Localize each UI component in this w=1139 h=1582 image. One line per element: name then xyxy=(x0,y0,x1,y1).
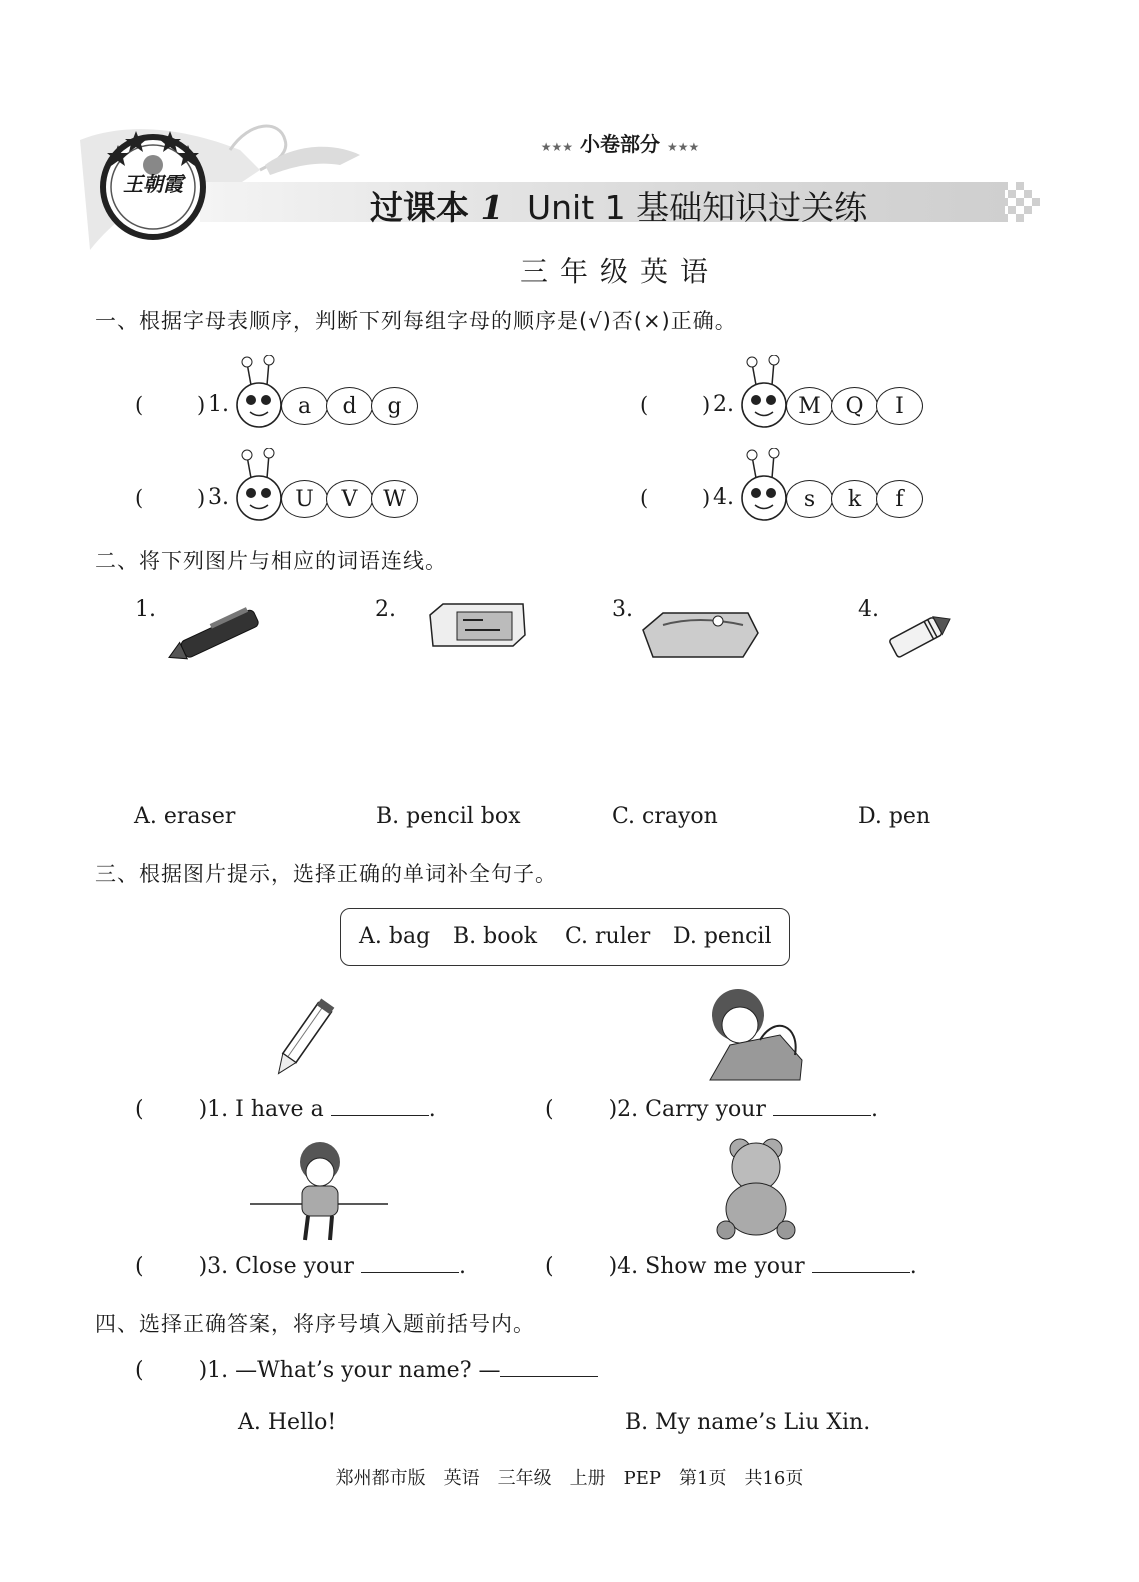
logo-text: 王朝霞 xyxy=(123,172,183,196)
word-option: C. crayon xyxy=(612,804,718,829)
pencil-icon xyxy=(262,995,342,1085)
word-bank-option: C. ruler xyxy=(565,924,651,949)
letter-oval: s xyxy=(786,480,833,518)
letter-group xyxy=(790,480,923,518)
part4-option-a: A. Hello! xyxy=(238,1410,337,1435)
eraser-icon xyxy=(425,600,530,650)
letter-oval: k xyxy=(831,480,878,518)
caterpillar-head-icon xyxy=(740,448,790,528)
answer-paren-open[interactable]: ( xyxy=(640,393,649,417)
picture-number: 1. xyxy=(135,597,156,622)
fill-blank[interactable] xyxy=(361,1254,459,1273)
letter-group xyxy=(790,387,923,425)
letter-group xyxy=(285,480,418,518)
fill-blank[interactable] xyxy=(500,1358,598,1377)
letter-oval: g xyxy=(371,387,418,425)
answer-paren-open[interactable]: ( xyxy=(135,1358,144,1383)
answer-paren-close: ) xyxy=(197,393,206,417)
part1-heading: 一、根据字母表顺序，判断下列每组字母的顺序是(√)否(×)正确。 xyxy=(95,309,737,333)
subtitle: 三年级英语 xyxy=(519,255,720,288)
letter-group xyxy=(285,387,418,425)
answer-paren-open[interactable]: ( xyxy=(135,1097,144,1122)
answer-paren-open[interactable]: ( xyxy=(135,486,144,510)
item-number: 1. xyxy=(208,392,229,417)
item-number: 2. xyxy=(713,392,734,417)
caterpillar-head-icon xyxy=(740,355,790,435)
letter-oval: a xyxy=(281,387,328,425)
page-title: 过课本 1 Unit 1 基础知识过关练 xyxy=(370,188,868,227)
caterpillar-head-icon xyxy=(235,448,285,528)
crayon-icon xyxy=(880,605,960,665)
part4-option-b: B. My name’s Liu Xin. xyxy=(625,1410,871,1435)
caterpillar-head-icon xyxy=(235,355,285,435)
item-number: 3. xyxy=(208,485,229,510)
boy-with-book-icon xyxy=(250,1140,390,1250)
word-bank-option: A. bag xyxy=(359,924,431,949)
fill-blank[interactable] xyxy=(331,1097,429,1116)
word-bank xyxy=(340,908,790,966)
header xyxy=(0,0,1139,300)
part4-question-1: ( )1. —What’s your name? — xyxy=(135,1358,598,1383)
part2-heading: 二、将下列图片与相应的词语连线。 xyxy=(95,549,447,573)
word-option: D. pen xyxy=(858,804,931,829)
answer-paren-close: ) xyxy=(702,486,711,510)
letter-oval: V xyxy=(326,480,373,518)
part3-question-4: ( )4. Show me your . xyxy=(545,1254,917,1279)
part4-heading: 四、选择正确答案，将序号填入题前括号内。 xyxy=(95,1312,535,1336)
picture-number: 3. xyxy=(612,597,633,622)
fill-blank[interactable] xyxy=(773,1097,871,1116)
answer-paren-close: ) xyxy=(702,393,711,417)
boy-with-bag-icon xyxy=(700,985,810,1085)
letter-oval: Q xyxy=(831,387,878,425)
letter-oval: d xyxy=(326,387,373,425)
section-label: ★★★ 小卷部分 ★★★ xyxy=(540,132,700,156)
letter-oval: W xyxy=(371,480,418,518)
word-bank-option: B. book xyxy=(453,924,538,949)
letter-oval: f xyxy=(876,480,923,518)
part3-heading: 三、根据图片提示，选择正确的单词补全句子。 xyxy=(95,862,557,886)
part3-question-1: ( )1. I have a . xyxy=(135,1097,436,1122)
star-icon: ★★★ xyxy=(540,140,574,154)
letter-oval: M xyxy=(786,387,833,425)
part3-question-2: ( )2. Carry your . xyxy=(545,1097,878,1122)
pencil-box-icon xyxy=(638,605,763,665)
checker-decoration xyxy=(1000,182,1040,222)
letter-oval: I xyxy=(876,387,923,425)
answer-paren-open[interactable]: ( xyxy=(135,1254,144,1279)
answer-paren-close: ) xyxy=(197,486,206,510)
answer-paren-open[interactable]: ( xyxy=(545,1097,554,1122)
answer-paren-open[interactable]: ( xyxy=(545,1254,554,1279)
item-number: 4. xyxy=(713,485,734,510)
fill-blank[interactable] xyxy=(812,1254,910,1273)
part3-question-3: ( )3. Close your . xyxy=(135,1254,466,1279)
word-option: A. eraser xyxy=(134,804,236,829)
answer-paren-open[interactable]: ( xyxy=(640,486,649,510)
teddy-bear-icon xyxy=(710,1135,800,1240)
star-icon: ★★★ xyxy=(666,140,700,154)
word-option: B. pencil box xyxy=(376,804,521,829)
answer-paren-open[interactable]: ( xyxy=(135,393,144,417)
word-bank-option: D. pencil xyxy=(673,924,772,949)
letter-oval: U xyxy=(281,480,328,518)
pen-icon xyxy=(160,600,275,670)
picture-number: 4. xyxy=(858,597,879,622)
page-footer: 郑州都市版 英语 三年级 上册 PEP 第1页 共16页 xyxy=(335,1468,804,1489)
picture-number: 2. xyxy=(375,597,396,622)
